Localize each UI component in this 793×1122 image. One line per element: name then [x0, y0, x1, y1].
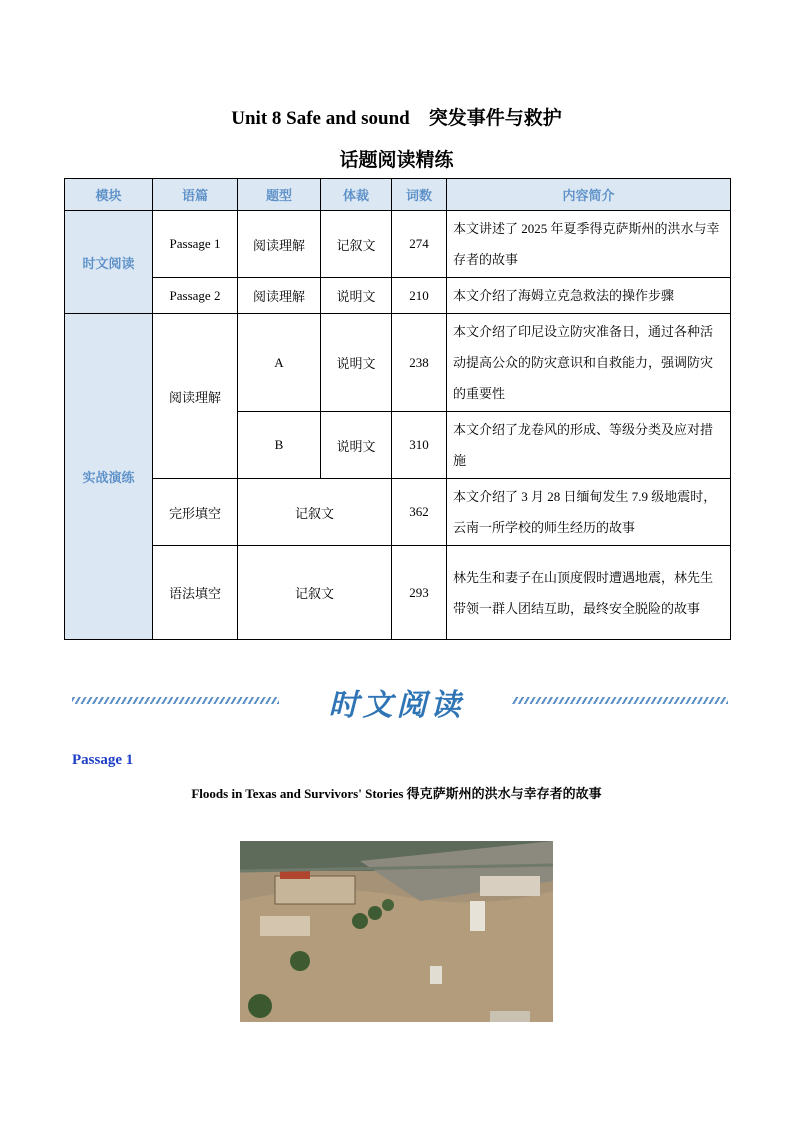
passage-title: Floods in Texas and Survivors' Stories 得克萨斯州的洪水与幸存者的故事 [191, 786, 602, 801]
genre-cell: 说明文 [321, 314, 392, 412]
module-cell: 实战演练 [65, 314, 153, 640]
table-row [65, 314, 731, 412]
overview-table [64, 178, 731, 640]
type-cell: B [238, 412, 321, 479]
words-cell: 310 [392, 412, 447, 479]
decorative-stripe-right [512, 697, 728, 704]
table-row [65, 546, 731, 640]
genre-cell: 说明文 [321, 412, 392, 479]
summary-cell: 本文介绍了龙卷风的形成、等级分类及应对措施 [447, 412, 731, 479]
genre-cell: 记叙文 [238, 479, 392, 546]
words-cell: 238 [392, 314, 447, 412]
document-title: Unit 8 Safe and sound 突发事件与救护 [231, 108, 562, 129]
words-cell: 210 [392, 278, 447, 314]
header-cell: 题型 [238, 179, 321, 211]
table-row [65, 479, 731, 546]
genre-cell: 记叙文 [321, 211, 392, 278]
summary-cell: 本文介绍了海姆立克急救法的操作步骤 [447, 278, 731, 314]
passage-label: Passage 1 [72, 752, 134, 768]
flood-photo [240, 841, 553, 1022]
words-cell: 293 [392, 546, 447, 640]
flood-aerial-image [240, 841, 553, 1022]
passage-cell: 阅读理解 [153, 314, 238, 479]
decorative-stripe-left [72, 697, 279, 704]
type-cell: 阅读理解 [238, 278, 321, 314]
document-subtitle: 话题阅读精练 [339, 150, 454, 171]
summary-cell: 本文讲述了 2025 年夏季得克萨斯州的洪水与幸存者的故事 [447, 211, 731, 278]
summary-cell: 林先生和妻子在山顶度假时遭遇地震，林先生带领一群人团结互助，最终安全脱险的故事 [447, 546, 731, 640]
table-header-row [65, 179, 731, 211]
summary-cell: 本文介绍了 3 月 28 日缅甸发生 7.9 级地震时，云南一所学校的师生经历的故事 [447, 479, 731, 546]
passage-cell: 语法填空 [153, 546, 238, 640]
words-cell: 274 [392, 211, 447, 278]
header-cell: 词数 [392, 179, 447, 211]
genre-cell: 说明文 [321, 278, 392, 314]
table-row [65, 211, 731, 278]
table-row [65, 278, 731, 314]
header-cell: 语篇 [153, 179, 238, 211]
type-cell: A [238, 314, 321, 412]
words-cell: 362 [392, 479, 447, 546]
passage-cell: 完形填空 [153, 479, 238, 546]
header-cell: 内容简介 [447, 179, 731, 211]
module-cell: 时文阅读 [65, 211, 153, 314]
passage-cell: Passage 2 [153, 278, 238, 314]
passage-cell: Passage 1 [153, 211, 238, 278]
header-cell: 体裁 [321, 179, 392, 211]
type-cell: 阅读理解 [238, 211, 321, 278]
summary-cell: 本文介绍了印尼设立防灾准备日，通过各种活动提高公众的防灾意识和自救能力，强调防灾的重要性 [447, 314, 731, 412]
genre-cell: 记叙文 [238, 546, 392, 640]
header-cell: 模块 [65, 179, 153, 211]
section-banner [0, 680, 793, 730]
section-banner-title: 时文阅读 [328, 688, 465, 723]
